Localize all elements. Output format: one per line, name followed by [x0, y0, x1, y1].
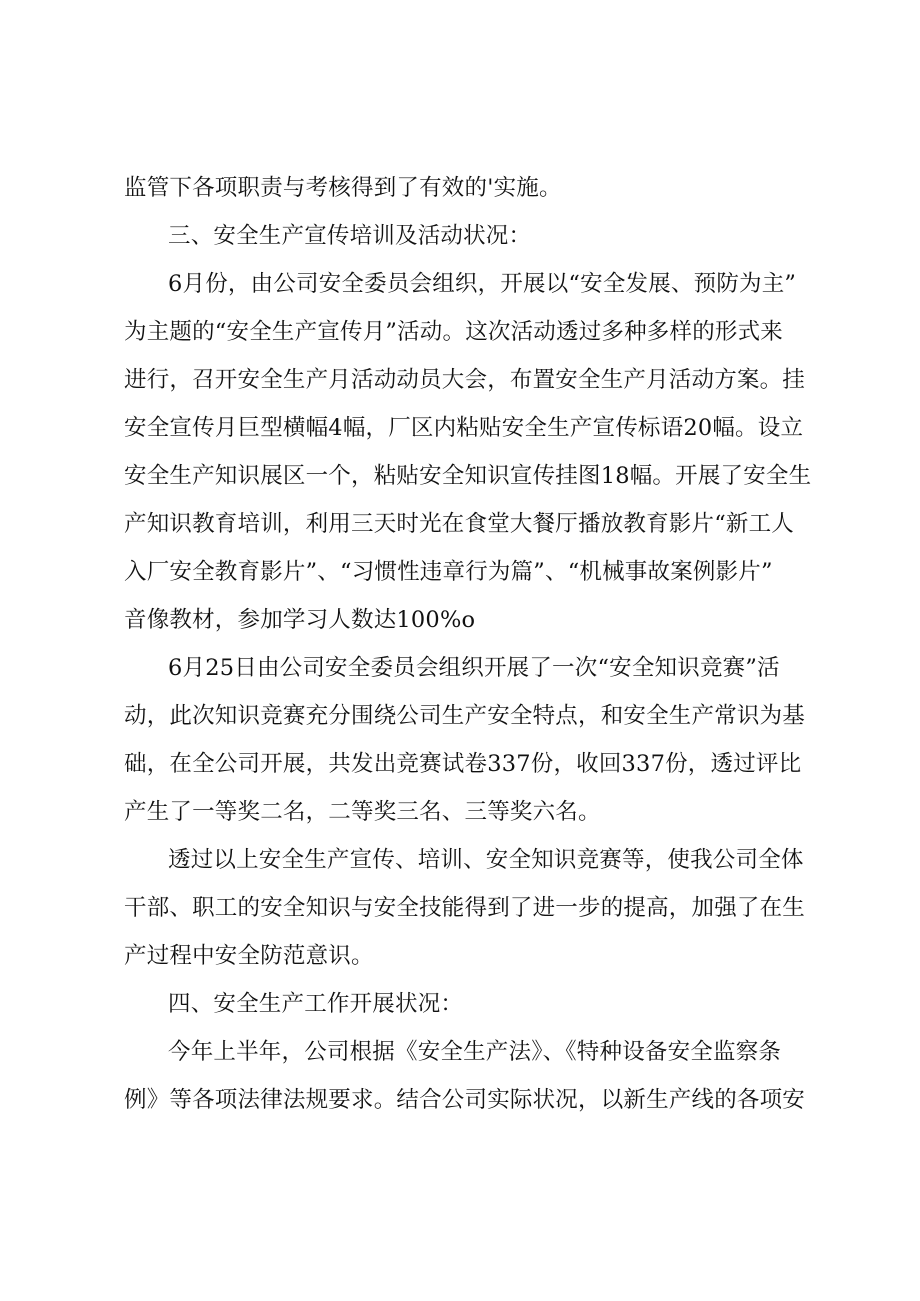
- text-line: 入厂安全教育影片”、“习惯性违章行为篇”、“机械事故案例影片”: [124, 559, 773, 585]
- text-line: 音像教材，参加学习人数达100%o: [124, 607, 476, 633]
- text-line: 产过程中安全防范意识。: [124, 943, 374, 969]
- text-line: 6月25日由公司安全委员会组织开展了一次“安全知识竞赛”活: [168, 655, 780, 681]
- section-heading: 三、安全生产宣传培训及活动状况：: [168, 223, 532, 249]
- text-line: 础，在全公司开展，共发出竞赛试卷337份，收回337份，透过评比: [124, 751, 802, 777]
- section-heading: 四、安全生产工作开展状况：: [168, 991, 464, 1017]
- text-line: 安全生产知识展区一个，粘贴安全知识宣传挂图18幅。开展了安全生: [124, 463, 812, 489]
- text-line: 6月份，由公司安全委员会组织，开展以“安全发展、预防为主”: [168, 271, 797, 297]
- text-line: 透过以上安全生产宣传、培训、安全知识竞赛等，使我公司全体: [168, 847, 804, 873]
- text-line: 为主题的“安全生产宣传月”活动。这次活动透过多种多样的形式来: [124, 319, 784, 345]
- text-line: 例》等各项法律法规要求。结合公司实际状况，以新生产线的各项安: [124, 1087, 806, 1113]
- text-line: 动，此次知识竞赛充分围绕公司生产安全特点，和安全生产常识为基: [124, 703, 806, 729]
- text-line: 产知识教育培训，利用三天时光在食堂大餐厅播放教育影片“新工人: [124, 511, 795, 537]
- text-line: 干部、职工的安全知识与安全技能得到了进一步的提高，加强了在生: [124, 895, 806, 921]
- text-line: 今年上半年，公司根据《安全生产法》、《特种设备安全监察条: [168, 1039, 782, 1065]
- text-line: 进行，召开安全生产月活动动员大会，布置安全生产月活动方案。挂: [124, 367, 806, 393]
- text-line: 产生了一等奖二名，二等奖三名、三等奖六名。: [124, 799, 601, 825]
- text-line: 监管下各项职责与考核得到了有效的'实施。: [124, 175, 562, 201]
- text-line: 安全宣传月巨型横幅4幅，厂区内粘贴安全生产宣传标语20幅。设立: [124, 415, 804, 441]
